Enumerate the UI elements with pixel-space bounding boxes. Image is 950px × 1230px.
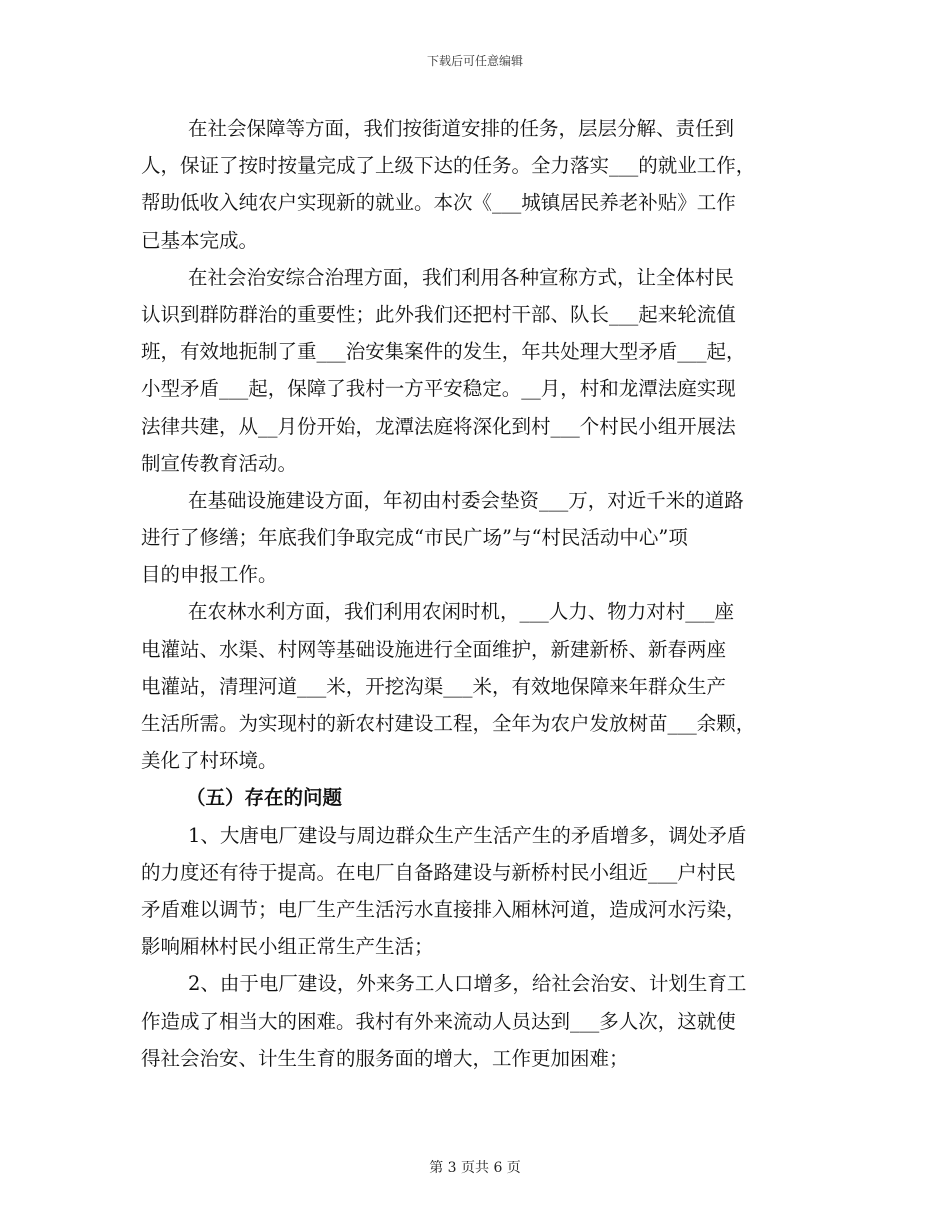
text-line: 1、大唐电厂建设与周边群众生产生活产生的矛盾增多，调处矛盾	[188, 823, 747, 847]
document-body	[141, 110, 809, 1077]
text-line: 矛盾难以调节；电厂生产生活污水直接排入厢林河道，造成河水污染，	[141, 897, 746, 921]
text-line: 影响厢林村民小组正常生产生活；	[141, 935, 434, 959]
text-line: 在社会保障等方面，我们按街道安排的任务，层层分解、责任到	[188, 117, 735, 140]
text-line: 2、由于电厂建设，外来务工人口增多，给社会治安、计划生育工	[188, 972, 747, 996]
text-line: 制宣传教育活动。	[141, 451, 298, 475]
text-line: 作造成了相当大的困难。我村有外来流动人员达到___多人次，这就使	[141, 1009, 736, 1033]
text-line: 小型矛盾___起，保障了我村一方平安稳定。__月，村和龙潭法庭实现	[141, 377, 736, 401]
text-line: 美化了村环境。	[141, 749, 278, 773]
text-line: 在农林水利方面，我们利用农闲时机，___人力、物力对村___座	[188, 600, 735, 624]
text-line: 目的申报工作。	[141, 563, 278, 587]
text-line: 班，有效地扼制了重___治安集案件的发生，年共处理大型矛盾___起，	[141, 340, 746, 364]
text-line: 电灌站，清理河道___米，开挖沟渠___米，有效地保障来年群众生产	[141, 674, 727, 698]
text-line: 进行了修缮；年底我们争取完成“市民广场”与“村民活动中心”项	[141, 526, 688, 550]
text-line: 在社会治安综合治理方面，我们利用各种宣称方式，让全体村民	[188, 265, 735, 289]
text-line: 帮助低收入纯农户实现新的就业。本次《___城镇居民养老补贴》工作	[141, 191, 736, 215]
text-line: 已基本完成。	[141, 228, 259, 252]
text-line: 在基础设施建设方面，年初由村委会垫资___万，对近千米的道路	[188, 488, 744, 512]
text-line: 的力度还有待于提高。在电厂自备路建设与新桥村民小组近___户村民	[141, 860, 736, 884]
text-line: 认识到群防群治的重要性；此外我们还把村干部、队长___起来轮流值	[141, 302, 736, 326]
page-header-note: 下载后可任意编辑	[426, 54, 523, 68]
page-number: 第 3 页共 6 页	[429, 1160, 521, 1176]
section-heading: （五）存在的问题	[186, 786, 343, 810]
text-line: 得社会治安、计生生育的服务面的增大，工作更加困难；	[141, 1046, 629, 1070]
text-line: 电灌站、水渠、村网等基础设施进行全面维护，新建新桥、新春两座	[141, 637, 727, 661]
text-line: 法律共建，从__月份开始，龙潭法庭将深化到村___个村民小组开展法	[141, 414, 736, 438]
text-line: 生活所需。为实现村的新农村建设工程，全年为农户发放树苗___余颗，	[141, 712, 756, 735]
text-line: 人，保证了按时按量完成了上级下达的任务。全力落实___的就业工作，	[141, 154, 756, 178]
